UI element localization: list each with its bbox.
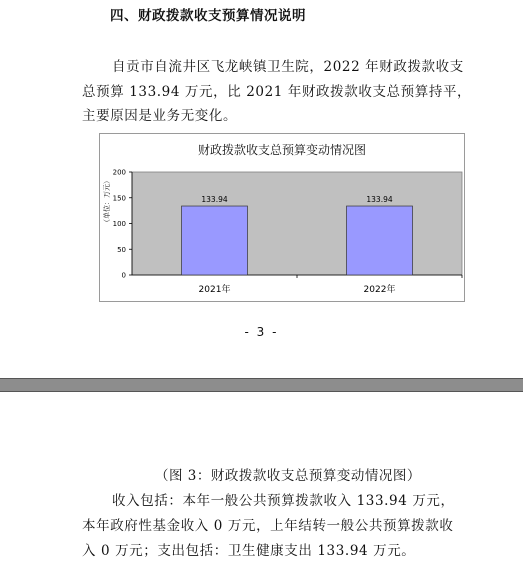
figure-caption: （图 3：财政拨款收支总预算变动情况图）	[155, 468, 421, 484]
data-label: 133.94	[366, 195, 393, 205]
section-heading: 四、财政拨款收支预算情况说明	[110, 8, 306, 24]
y-tick-label: 0	[121, 271, 126, 280]
y-tick-label: 50	[117, 245, 126, 254]
chart-title: 财政拨款收支总预算变动情况图	[197, 143, 366, 157]
paragraph-line: 总预算 133.94 万元，比 2021 年财政拨款收支总预算持平，	[82, 84, 472, 100]
bar	[182, 206, 248, 275]
bar	[347, 206, 413, 275]
bar-chart	[100, 134, 464, 301]
x-tick-label: 2021年	[198, 285, 231, 295]
y-axis-label: （单位：万元）	[103, 177, 111, 226]
y-tick-label: 150	[112, 194, 126, 203]
document-page-2	[0, 392, 523, 574]
paragraph-line: 自贡市自流井区飞龙峡镇卫生院，2022 年财政拨款收支	[112, 59, 464, 75]
data-label: 133.94	[201, 195, 228, 205]
page-number: - 3 -	[244, 325, 279, 339]
paragraph-line: 主要原因是业务无变化。	[82, 108, 238, 124]
chart-frame	[99, 133, 465, 302]
paragraph-line: 收入包括：本年一般公共预算拨款收入 133.94 万元，	[112, 493, 455, 509]
paragraph-line: 入 0 万元；支出包括：卫生健康支出 133.94 万元。	[82, 543, 416, 559]
paragraph-line: 本年政府性基金收入 0 万元，上年结转一般公共预算拨款收	[82, 518, 454, 534]
page-separator	[0, 378, 523, 392]
x-tick-label: 2022年	[363, 285, 396, 295]
y-tick-label: 200	[112, 168, 126, 177]
y-tick-label: 100	[112, 220, 126, 228]
